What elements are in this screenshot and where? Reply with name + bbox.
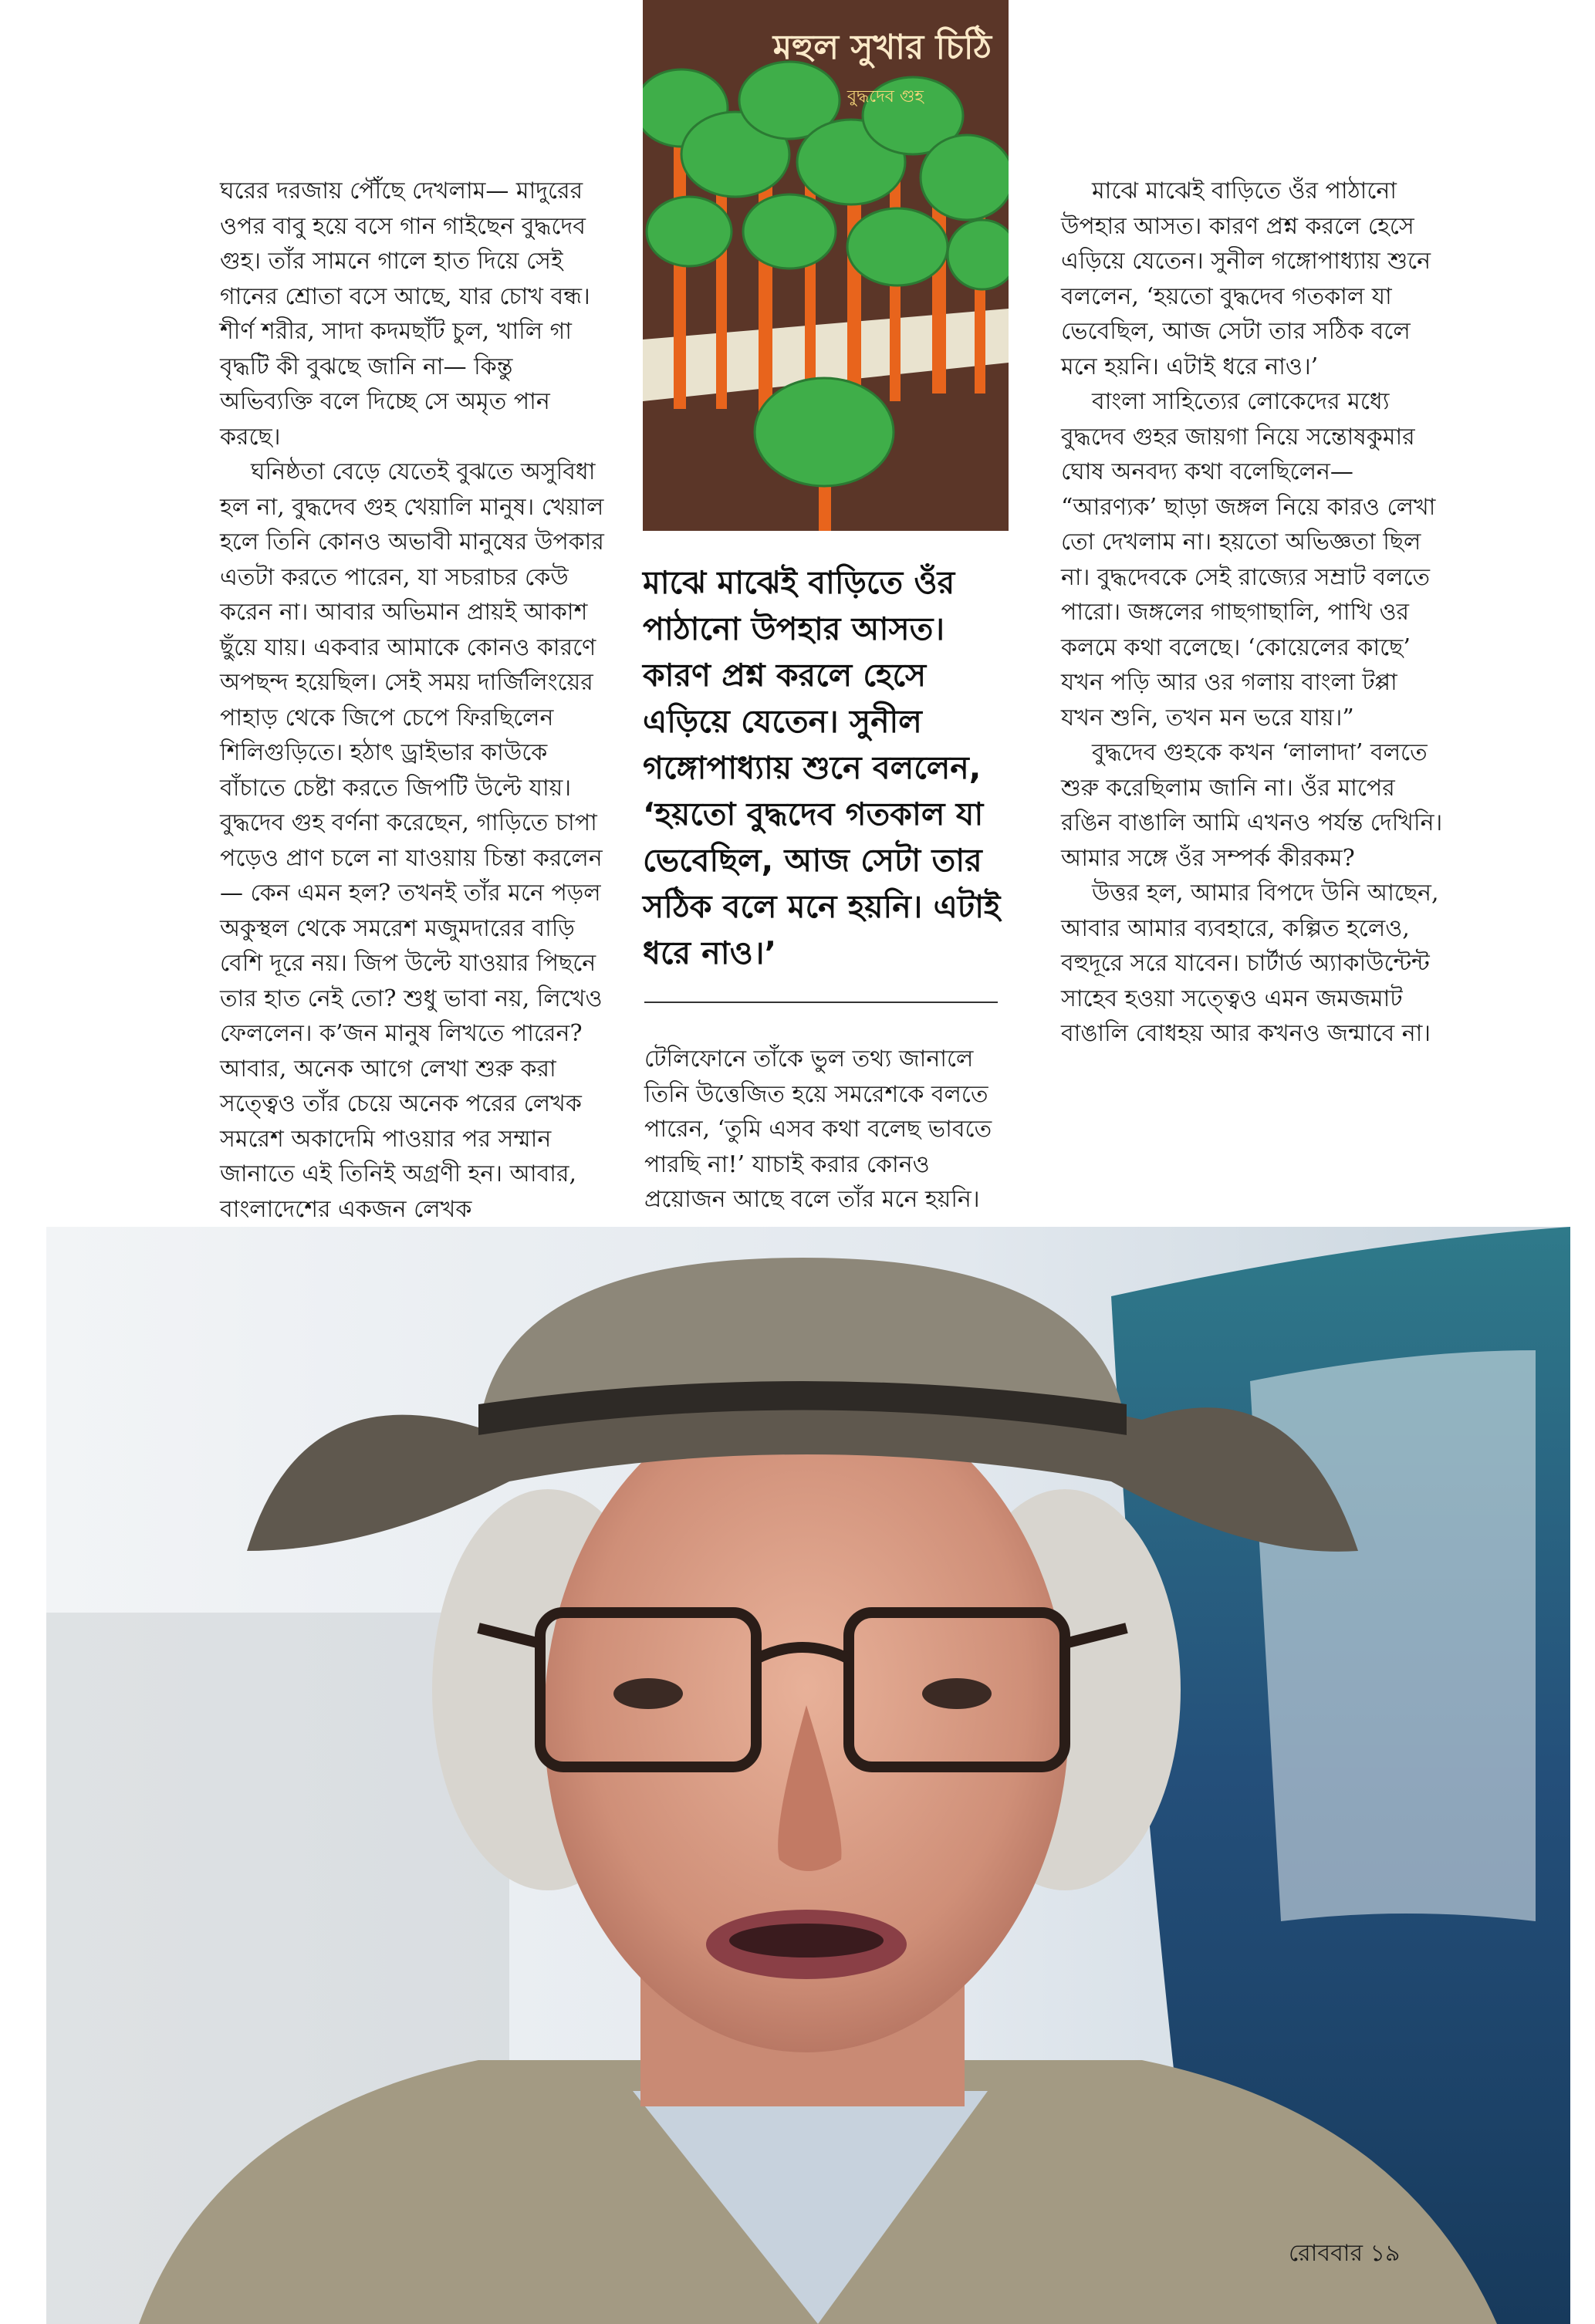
- paragraph: উত্তর হল, আমার বিপদে উনি আছেন, আবার আমার ব্যবহারে, কল্পিত হলেও, বহুদূরে সরে যাবেন। চার্টার্ড অ্যাকাউন্টেন্ট সাহেব হওয়া সত্ত্বেও এমন জমজমাট বাঙালি বোধহয় আর কখনও জন্মাবে না।: [1061, 880, 1439, 1047]
- book-cover-image: [643, 0, 1009, 531]
- article-column-left: [220, 174, 606, 1227]
- article-column-middle: [644, 1042, 999, 1218]
- article-column-right: [1061, 174, 1447, 1052]
- author-portrait-photo: [46, 1227, 1570, 2324]
- paragraph: টেলিফোনে তাঁকে ভুল তথ্য জানালে তিনি উত্তেজিত হয়ে সমরেশকে বলতে পারেন, ‘তুমি এসব কথা বলেছ ভাবতে পারছি না!’ যাচাই করার কোনও প্রয়োজন আছে বলে তাঁর মনে হয়নি।: [644, 1045, 992, 1213]
- book-title: মহুল সুখার চিঠি: [772, 28, 992, 67]
- book-author: বুদ্ধদেব গুহ: [846, 87, 924, 106]
- forest-illustration: [643, 0, 1009, 531]
- divider: [644, 1002, 998, 1003]
- paragraph: বাংলা সাহিত্যের লোকেদের মধ্যে বুদ্ধদেব গুহর জায়গা নিয়ে সন্তোষকুমার ঘোষ অনবদ্য কথা বলেছিলেন— “আরণ্যক’ ছাড়া জঙ্গল নিয়ে কারও লেখা তো দেখলাম না। হয়তো অভিজ্ঞতা ছিল না। বুদ্ধদেবকে সেই রাজ্যের সম্রাট বলতে পারো। জঙ্গলের গাছগাছালি, পাখি ওর কলমে কথা বলেছে। ‘কোয়েলের কাছে’ যখন পড়ি আর ওর গলায় বাংলা টপ্পা যখন শুনি, তখন মন ভরে যায়।”: [1061, 388, 1436, 731]
- paragraph: বুদ্ধদেব গুহকে কখন ‘লালাদা’ বলতে শুরু করেছিলাম জানি না। ওঁর মাপের রঙিন বাঙালি আমি এখনও পর্যন্ত দেখিনি। আমার সঙ্গে ওঁর সম্পর্ক কীরকম?: [1061, 739, 1443, 872]
- paragraph: ঘরের দরজায় পৌঁছে দেখলাম— মাদুরের ওপর বাবু হয়ে বসে গান গাইছেন বুদ্ধদেব গুহ। তাঁর সামনে গালে হাত দিয়ে সেই গানের শ্রোতা বসে আছে, যার চোখ বন্ধ। শীর্ণ শরীর, সাদা কদমছাঁট চুল, খালি গা বৃদ্ধটি কী বুঝছে জানি না— কিন্তু অভিব্যক্তি বলে দিচ্ছে সে অমৃত পান করছে।: [220, 177, 590, 451]
- paragraph: মাঝে মাঝেই বাড়িতে ওঁর পাঠানো উপহার আসত। কারণ প্রশ্ন করলে হেসে এড়িয়ে যেতেন। সুনীল গঙ্গোপাধ্যায় শুনে বললেন, ‘হয়তো বুদ্ধদেব গতকাল যা ভেবেছিল, আজ সেটা তার সঠিক বলে মনে হয়নি। এটাই ধরে নাও।’: [1061, 177, 1431, 380]
- pull-quote: মাঝে মাঝেই বাড়িতে ওঁর পাঠানো উপহার আসত। কারণ প্রশ্ন করলে হেসে এড়িয়ে যেতেন। সুনীল গঙ্গোপাধ্যায় শুনে বললেন, ‘হয়তো বুদ্ধদেব গতকাল যা ভেবেছিল, আজ সেটা তার সঠিক বলে মনে হয়নি। এটাই ধরে নাও।’: [643, 564, 1001, 971]
- page-folio: রোববার ১৯: [1289, 2240, 1401, 2267]
- paragraph: ঘনিষ্ঠতা বেড়ে যেতেই বুঝতে অসুবিধা হল না, বুদ্ধদেব গুহ খেয়ালি মানুষ। খেয়াল হলে তিনি কোনও অভাবী মানুষের উপকার এতটা করতে পারেন, যা সচরাচর কেউ করেন না। আবার অভিমান প্রায়ই আকাশ ছুঁয়ে যায়। একবার আমাকে কোনও কারণে অপছন্দ হয়েছিল। সেই সময় দার্জিলিংয়ের পাহাড় থেকে জিপে চেপে ফিরছিলেন শিলিগুড়িতে। হঠাৎ ড্রাইভার কাউকে বাঁচাতে চেষ্টা করতে জিপটি উল্টে যায়। বুদ্ধদেব গুহ বর্ণনা করেছেন, গাড়িতে চাপা পড়েও প্রাণ চলে না যাওয়ায় চিন্তা করলেন— কেন এমন হল? তখনই তাঁর মনে পড়ল অকুস্থল থেকে সমরেশ মজুমদারের বাড়ি বেশি দূরে নয়। জিপ উল্টে যাওয়ার পিছনে তার হাত নেই তো? শুধু ভাবা নয়, লিখেও ফেললেন। ক’জন মানুষ লিখতে পারেন? আবার, অনেক আগে লেখা শুরু করা সত্ত্বেও তাঁর চেয়ে অনেক পরের লেখক সমরেশ অকাদেমি পাওয়ার পর সম্মান জানাতে এই তিনিই অগ্রণী হন। আবার, বাংলাদেশের একজন লেখক: [220, 458, 604, 1223]
